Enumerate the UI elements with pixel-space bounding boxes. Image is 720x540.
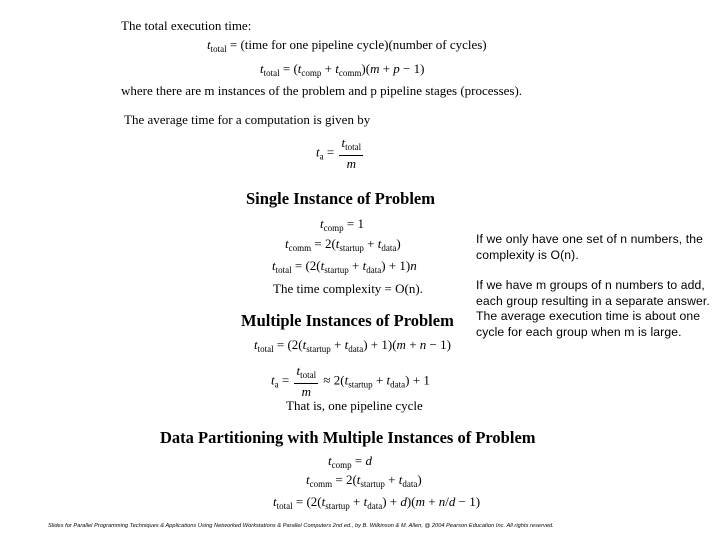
data-partitioning-heading: Data Partitioning with Multiple Instances of Problem <box>160 428 536 447</box>
equation-average-time: $t_a$ = $\frac{t_{total}}{m}$ <box>316 135 362 171</box>
single-equation-comm: $t_{comm} = 2(t_{startup} + t_{data})$ <box>285 236 401 253</box>
side-notes <box>476 232 716 340</box>
pipeline-cycle-text: That is, one pipeline cycle <box>286 398 423 413</box>
multiple-equation-total: $t_{total} = (2(t_{startup} + t_{data}) + 1)(m + n - 1)$ <box>254 337 451 354</box>
partition-equation-total: $t_{total} = (2(t_{startup} + t_{data}) + d)(m + n/d - 1)$ <box>273 494 481 511</box>
single-equation-total: $t_{total} = (2(t_{startup} + t_{data}) + 1)n$ <box>272 258 417 275</box>
where-text: where there are m instances of the problem and p pipeline stages (processes). <box>121 83 523 98</box>
footer-credit: Slides for Parallel Programming Techniques & Applications Using Networked Workstations & Parallel Computers 2nd ed., by B. Wilkinson & M. Allen, @ 2004 Pearson Education Inc. All rights reserved. <box>48 523 554 529</box>
single-equation-comp: $t_{comp} = 1$ <box>320 216 364 233</box>
multiple-equation-average: $t_a$ = $\frac{t_{total}}{m}$ ≈ $2(t_{startup} + t_{data}) + 1$ <box>271 363 430 399</box>
single-complexity-text: The time complexity = O(n). <box>273 281 423 296</box>
intro-text: The total execution time: <box>121 18 252 33</box>
multiple-instances-heading: Multiple Instances of Problem <box>241 311 454 330</box>
single-instance-heading: Single Instance of Problem <box>246 189 435 208</box>
equation-total-time: $t_{total}$ = (time for one pipeline cycle)(number of cycles) <box>207 37 487 54</box>
note-multiple-groups: If we have m groups of n numbers to add, each group resulting in a separate answer. The average execution time is about one cycle for each group when m is large. <box>476 278 710 339</box>
average-intro-text: The average time for a computation is given by <box>124 112 371 127</box>
note-single-set: If we only have one set of n numbers, the complexity is O(n). <box>476 232 703 262</box>
partition-equation-comp: $t_{comp} = d$ <box>328 453 372 470</box>
equation-total-cycles: $t_{total} = (t_{comp} + t_{comm})(m + p - 1)$ <box>260 61 425 78</box>
partition-equation-comm: $t_{comm} = 2(t_{startup} + t_{data})$ <box>306 472 422 489</box>
